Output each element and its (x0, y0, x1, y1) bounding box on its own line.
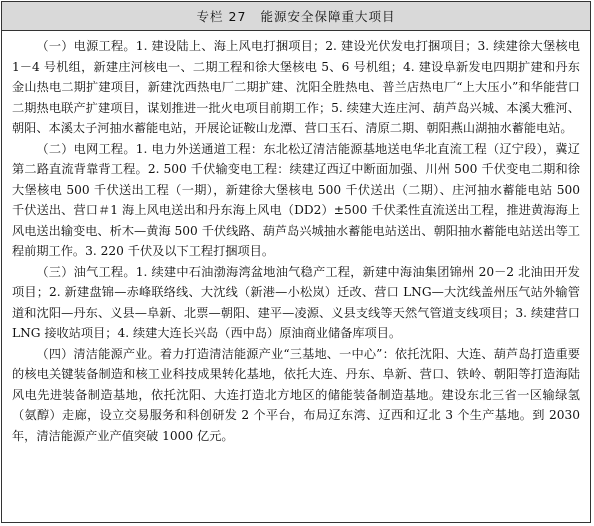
paragraph-power-grid: （二）电网工程。1. 电力外送通道工程：东北松辽清洁能源基地送电华北直流工程（辽宁段），冀辽第二路直流背靠背工程。2. 500 千伏输变电工程：续建辽西辽中断面加强、川州 500 千伏变电二期和徐大堡核电 500 千伏送出工程（一期），新建徐大堡核电 500 千伏送出（二期）、庄河抽水蓄能电站 500 千伏送出、营口＃1 海上风电送出和丹东海上风电（DD2）±500 千伏柔性直流送出工程，推进黄海海上风电送出输变电、析木—黄海 500 千伏线路、葫芦岛兴城抽水蓄能电站送出、朝阳抽水蓄能电站送出等工程前期工作。3. 220 千伏及以下工程打捆项目。 (12, 141, 580, 258)
paragraph-clean-energy: （四）清洁能源产业。着力打造清洁能源产业“三基地、一中心”：依托沈阳、大连、葫芦岛打造重要的核电关键装备制造和核工业科技成果转化基地，依托大连、丹东、阜新、营口、铁岭、朝阳等打造海陆风电先进装备制造基地，依托沈阳、大连打造北方地区的储能装备制造基地。建设东北三省一区输绿氢（氨醇）走廊，设立交易服务和科创研发 2 个平台，布局辽东湾、辽西和辽北 3 个生产基地。到 2030 年，清洁能源产业产值突破 1000 亿元。 (12, 346, 580, 443)
column-title: 能源安全保障重大项目 (260, 9, 396, 24)
column-box (1, 1, 591, 523)
column-body (2, 31, 590, 446)
paragraph-power-source: （一）电源工程。1. 建设陆上、海上风电打捆项目；2. 建设光伏发电打捆项目；3. 续建徐大堡核电 1－4 号机组，新建庄河核电一、二期工程和徐大堡核电 5、6 号机组；4. 建设阜新发电四期扩建和丹东金山热电二期扩建项目，新建沈西热电厂二期扩建、沈阳全胜热电、普兰店热电厂“上大压小”和华能营口二期热电联产扩建项目，谋划推进一批火电项目前期工作；5. 续建大连庄河、葫芦岛兴城、本溪大雅河、朝阳、本溪太子河抽水蓄能电站，开展论证鞍山龙潭、营口玉石、清原二期、朝阳燕山湖抽水蓄能电站。 (12, 39, 580, 135)
column-label: 专栏 27 (196, 9, 247, 24)
paragraph-oil-gas: （三）油气工程。1. 续建中石油渤海湾盆地油气稳产工程，新建中海油集团锦州 20－2 北油田开发项目；2. 新建盘锦—赤峰联络线、大沈线（新港—小松岚）迁改、营口 LNG—大沈线盖州压气站外输管道和沈阳—丹东、义县—阜新、北票—朝阳、建平—凌源、义县支线等天然气管道支线项目；3. 续建营口 LNG 接收站项目；4. 续建大连长兴岛（西中岛）原油商业储备库项目。 (12, 264, 580, 340)
column-header (2, 2, 590, 31)
